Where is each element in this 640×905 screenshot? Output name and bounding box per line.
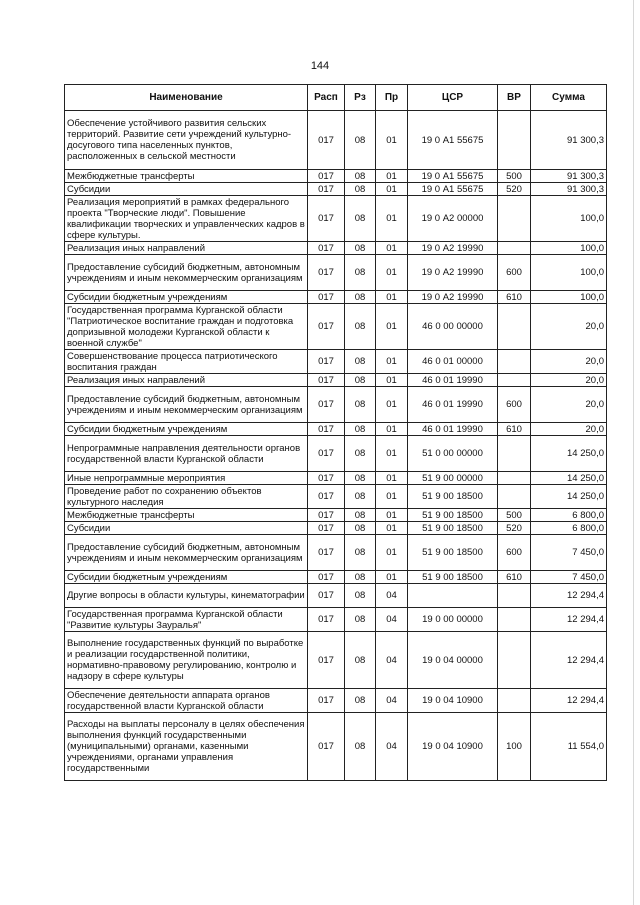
- cell-sum: 100,0: [531, 196, 607, 242]
- header-csr: ЦСР: [408, 85, 498, 111]
- scan-edge: [633, 0, 634, 905]
- table-row: [65, 713, 607, 781]
- cell-csr: 19 0 А1 55675: [408, 183, 498, 196]
- table-body: [65, 111, 607, 781]
- cell-vr: [498, 485, 531, 509]
- cell-name: Расходы на выплаты персоналу в целях обеспечения выполнения функций государственными (муниципальными) органами, казенными учреждениями, органами управления государственными: [65, 713, 308, 781]
- cell-csr: 19 0 А1 55675: [408, 111, 498, 170]
- cell-rz: 08: [345, 509, 376, 522]
- table-row: [65, 291, 607, 304]
- cell-rasp: 017: [308, 535, 345, 571]
- cell-name: Межбюджетные трансферты: [65, 509, 308, 522]
- cell-rasp: 017: [308, 571, 345, 584]
- cell-rasp: 017: [308, 111, 345, 170]
- cell-csr: 19 0 А1 55675: [408, 170, 498, 183]
- cell-name: Выполнение государственных функций по выработке и реализации государственной политики, нормативно-правовому регулированию, контролю и надзору в сфере культуры: [65, 632, 308, 689]
- cell-csr: 46 0 01 19990: [408, 423, 498, 436]
- header-sum: Сумма: [531, 85, 607, 111]
- cell-rasp: 017: [308, 632, 345, 689]
- cell-csr: [408, 584, 498, 608]
- table-row: [65, 111, 607, 170]
- cell-rz: 08: [345, 423, 376, 436]
- table-row: [65, 304, 607, 350]
- cell-rz: 08: [345, 170, 376, 183]
- cell-rz: 08: [345, 608, 376, 632]
- cell-pr: 04: [376, 584, 408, 608]
- cell-sum: 91 300,3: [531, 170, 607, 183]
- cell-vr: [498, 689, 531, 713]
- cell-rasp: 017: [308, 255, 345, 291]
- cell-pr: 01: [376, 423, 408, 436]
- cell-rasp: 017: [308, 304, 345, 350]
- cell-name: Реализация мероприятий в рамках федерального проекта "Творческие люди". Повышение квалификации творческих и управленческих кадров в сфере культуры.: [65, 196, 308, 242]
- cell-name: Реализация иных направлений: [65, 242, 308, 255]
- cell-rz: 08: [345, 485, 376, 509]
- header-name: Наименование: [65, 85, 308, 111]
- cell-pr: 01: [376, 436, 408, 472]
- cell-rasp: 017: [308, 387, 345, 423]
- table-row: [65, 571, 607, 584]
- cell-rasp: 017: [308, 472, 345, 485]
- cell-vr: [498, 242, 531, 255]
- cell-sum: 12 294,4: [531, 689, 607, 713]
- table-header-row: [65, 85, 607, 111]
- cell-rz: 08: [345, 713, 376, 781]
- cell-rz: 08: [345, 304, 376, 350]
- cell-pr: 01: [376, 571, 408, 584]
- cell-rz: 08: [345, 183, 376, 196]
- cell-csr: 19 0 А2 19990: [408, 255, 498, 291]
- cell-sum: 20,0: [531, 423, 607, 436]
- cell-csr: 46 0 01 00000: [408, 350, 498, 374]
- header-rasp: Расп: [308, 85, 345, 111]
- table-row: [65, 170, 607, 183]
- cell-sum: 7 450,0: [531, 535, 607, 571]
- cell-sum: 91 300,3: [531, 183, 607, 196]
- cell-vr: [498, 304, 531, 350]
- cell-vr: [498, 436, 531, 472]
- cell-name: Совершенствование процесса патриотического воспитания граждан: [65, 350, 308, 374]
- cell-rasp: 017: [308, 608, 345, 632]
- cell-name: Предоставление субсидий бюджетным, автономным учреждениям и иным некоммерческим организациям: [65, 387, 308, 423]
- cell-rasp: 017: [308, 423, 345, 436]
- cell-vr: [498, 632, 531, 689]
- cell-rasp: 017: [308, 436, 345, 472]
- cell-name: Предоставление субсидий бюджетным, автономным учреждениям и иным некоммерческим организациям: [65, 535, 308, 571]
- page-number: 144: [310, 60, 330, 72]
- cell-rasp: 017: [308, 170, 345, 183]
- cell-name: Субсидии бюджетным учреждениям: [65, 423, 308, 436]
- cell-csr: 19 0 04 00000: [408, 632, 498, 689]
- cell-pr: 01: [376, 291, 408, 304]
- header-pr: Пр: [376, 85, 408, 111]
- cell-sum: 20,0: [531, 350, 607, 374]
- cell-rasp: 017: [308, 584, 345, 608]
- cell-rasp: 017: [308, 509, 345, 522]
- table-row: [65, 374, 607, 387]
- cell-csr: 19 0 04 10900: [408, 713, 498, 781]
- cell-pr: 01: [376, 350, 408, 374]
- cell-name: Иные непрограммные мероприятия: [65, 472, 308, 485]
- table-row: [65, 522, 607, 535]
- cell-name: Реализация иных направлений: [65, 374, 308, 387]
- cell-rasp: 017: [308, 196, 345, 242]
- cell-csr: 46 0 01 19990: [408, 387, 498, 423]
- cell-rz: 08: [345, 632, 376, 689]
- cell-rz: 08: [345, 472, 376, 485]
- cell-rz: 08: [345, 535, 376, 571]
- cell-rz: 08: [345, 584, 376, 608]
- cell-csr: 51 0 00 00000: [408, 436, 498, 472]
- cell-sum: 20,0: [531, 387, 607, 423]
- cell-name: Обеспечение устойчивого развития сельских территорий. Развитие сети учреждений культурно-досугового типа населенных пунктов, расположенных в сельской местности: [65, 111, 308, 170]
- cell-vr: 500: [498, 509, 531, 522]
- cell-vr: 520: [498, 522, 531, 535]
- cell-csr: 19 0 А2 19990: [408, 291, 498, 304]
- cell-csr: 51 9 00 18500: [408, 485, 498, 509]
- cell-rasp: 017: [308, 522, 345, 535]
- table-row: [65, 608, 607, 632]
- cell-rz: 08: [345, 255, 376, 291]
- cell-vr: [498, 584, 531, 608]
- header-vr: ВР: [498, 85, 531, 111]
- cell-name: Субсидии: [65, 183, 308, 196]
- cell-rz: 08: [345, 689, 376, 713]
- cell-vr: 610: [498, 571, 531, 584]
- cell-sum: 6 800,0: [531, 522, 607, 535]
- cell-name: Проведение работ по сохранению объектов культурного наследия: [65, 485, 308, 509]
- cell-rz: 08: [345, 350, 376, 374]
- cell-pr: 01: [376, 304, 408, 350]
- cell-pr: 01: [376, 111, 408, 170]
- table-row: [65, 423, 607, 436]
- table-row: [65, 535, 607, 571]
- cell-csr: 19 0 А2 19990: [408, 242, 498, 255]
- cell-sum: 12 294,4: [531, 584, 607, 608]
- cell-csr: 51 9 00 00000: [408, 472, 498, 485]
- cell-vr: 100: [498, 713, 531, 781]
- cell-sum: 100,0: [531, 255, 607, 291]
- cell-sum: 100,0: [531, 291, 607, 304]
- table-row: [65, 485, 607, 509]
- cell-csr: 46 0 01 19990: [408, 374, 498, 387]
- cell-rz: 08: [345, 571, 376, 584]
- cell-vr: 500: [498, 170, 531, 183]
- table-row: [65, 255, 607, 291]
- cell-name: Субсидии: [65, 522, 308, 535]
- cell-csr: 19 0 04 10900: [408, 689, 498, 713]
- cell-rz: 08: [345, 111, 376, 170]
- cell-sum: 12 294,4: [531, 632, 607, 689]
- cell-vr: 600: [498, 255, 531, 291]
- cell-pr: 01: [376, 485, 408, 509]
- cell-csr: 51 9 00 18500: [408, 509, 498, 522]
- cell-csr: 19 0 00 00000: [408, 608, 498, 632]
- cell-pr: 04: [376, 689, 408, 713]
- cell-vr: [498, 608, 531, 632]
- cell-sum: 6 800,0: [531, 509, 607, 522]
- cell-pr: 01: [376, 255, 408, 291]
- cell-sum: 20,0: [531, 304, 607, 350]
- cell-rz: 08: [345, 242, 376, 255]
- cell-pr: 01: [376, 509, 408, 522]
- cell-rasp: 017: [308, 713, 345, 781]
- cell-vr: 610: [498, 291, 531, 304]
- cell-name: Межбюджетные трансферты: [65, 170, 308, 183]
- cell-sum: 20,0: [531, 374, 607, 387]
- cell-pr: 01: [376, 522, 408, 535]
- cell-vr: [498, 111, 531, 170]
- cell-vr: [498, 196, 531, 242]
- table-row: [65, 584, 607, 608]
- table-row: [65, 632, 607, 689]
- cell-rasp: 017: [308, 374, 345, 387]
- table-row: [65, 196, 607, 242]
- cell-csr: 51 9 00 18500: [408, 571, 498, 584]
- cell-pr: 01: [376, 374, 408, 387]
- cell-pr: 01: [376, 472, 408, 485]
- cell-name: Непрограммные направления деятельности органов государственной власти Курганской области: [65, 436, 308, 472]
- cell-pr: 01: [376, 387, 408, 423]
- cell-sum: 100,0: [531, 242, 607, 255]
- cell-sum: 12 294,4: [531, 608, 607, 632]
- cell-csr: 51 9 00 18500: [408, 522, 498, 535]
- cell-vr: 600: [498, 387, 531, 423]
- table-row: [65, 472, 607, 485]
- cell-rz: 08: [345, 436, 376, 472]
- cell-name: Государственная программа Курганской области "Патриотическое воспитание граждан и подготовка допризывной молодежи Курганской области к военной службе": [65, 304, 308, 350]
- table-row: [65, 350, 607, 374]
- cell-pr: 04: [376, 608, 408, 632]
- cell-vr: [498, 350, 531, 374]
- cell-rz: 08: [345, 196, 376, 242]
- cell-rasp: 017: [308, 485, 345, 509]
- table-row: [65, 242, 607, 255]
- cell-csr: 51 9 00 18500: [408, 535, 498, 571]
- cell-name: Предоставление субсидий бюджетным, автономным учреждениям и иным некоммерческим организациям: [65, 255, 308, 291]
- cell-name: Субсидии бюджетным учреждениям: [65, 291, 308, 304]
- cell-vr: 610: [498, 423, 531, 436]
- cell-sum: 14 250,0: [531, 485, 607, 509]
- cell-vr: 600: [498, 535, 531, 571]
- cell-name: Обеспечение деятельности аппарата органов государственной власти Курганской области: [65, 689, 308, 713]
- cell-rasp: 017: [308, 242, 345, 255]
- cell-csr: 46 0 00 00000: [408, 304, 498, 350]
- cell-sum: 7 450,0: [531, 571, 607, 584]
- table-row: [65, 387, 607, 423]
- cell-vr: [498, 374, 531, 387]
- cell-rz: 08: [345, 522, 376, 535]
- cell-pr: 04: [376, 632, 408, 689]
- cell-pr: 01: [376, 242, 408, 255]
- cell-rz: 08: [345, 387, 376, 423]
- budget-table: [64, 84, 607, 781]
- cell-rz: 08: [345, 291, 376, 304]
- cell-name: Государственная программа Курганской области "Развитие культуры Зауралья": [65, 608, 308, 632]
- cell-sum: 14 250,0: [531, 436, 607, 472]
- cell-name: Другие вопросы в области культуры, кинематографии: [65, 584, 308, 608]
- cell-pr: 01: [376, 170, 408, 183]
- cell-rasp: 017: [308, 350, 345, 374]
- cell-sum: 91 300,3: [531, 111, 607, 170]
- cell-sum: 14 250,0: [531, 472, 607, 485]
- cell-pr: 01: [376, 535, 408, 571]
- cell-rasp: 017: [308, 291, 345, 304]
- cell-vr: 520: [498, 183, 531, 196]
- cell-rasp: 017: [308, 689, 345, 713]
- cell-pr: 04: [376, 713, 408, 781]
- cell-name: Субсидии бюджетным учреждениям: [65, 571, 308, 584]
- cell-csr: 19 0 А2 00000: [408, 196, 498, 242]
- cell-sum: 11 554,0: [531, 713, 607, 781]
- table-row: [65, 183, 607, 196]
- table-row: [65, 689, 607, 713]
- cell-rasp: 017: [308, 183, 345, 196]
- table-row: [65, 509, 607, 522]
- header-rz: Рз: [345, 85, 376, 111]
- cell-rz: 08: [345, 374, 376, 387]
- cell-pr: 01: [376, 196, 408, 242]
- cell-pr: 01: [376, 183, 408, 196]
- cell-vr: [498, 472, 531, 485]
- table-row: [65, 436, 607, 472]
